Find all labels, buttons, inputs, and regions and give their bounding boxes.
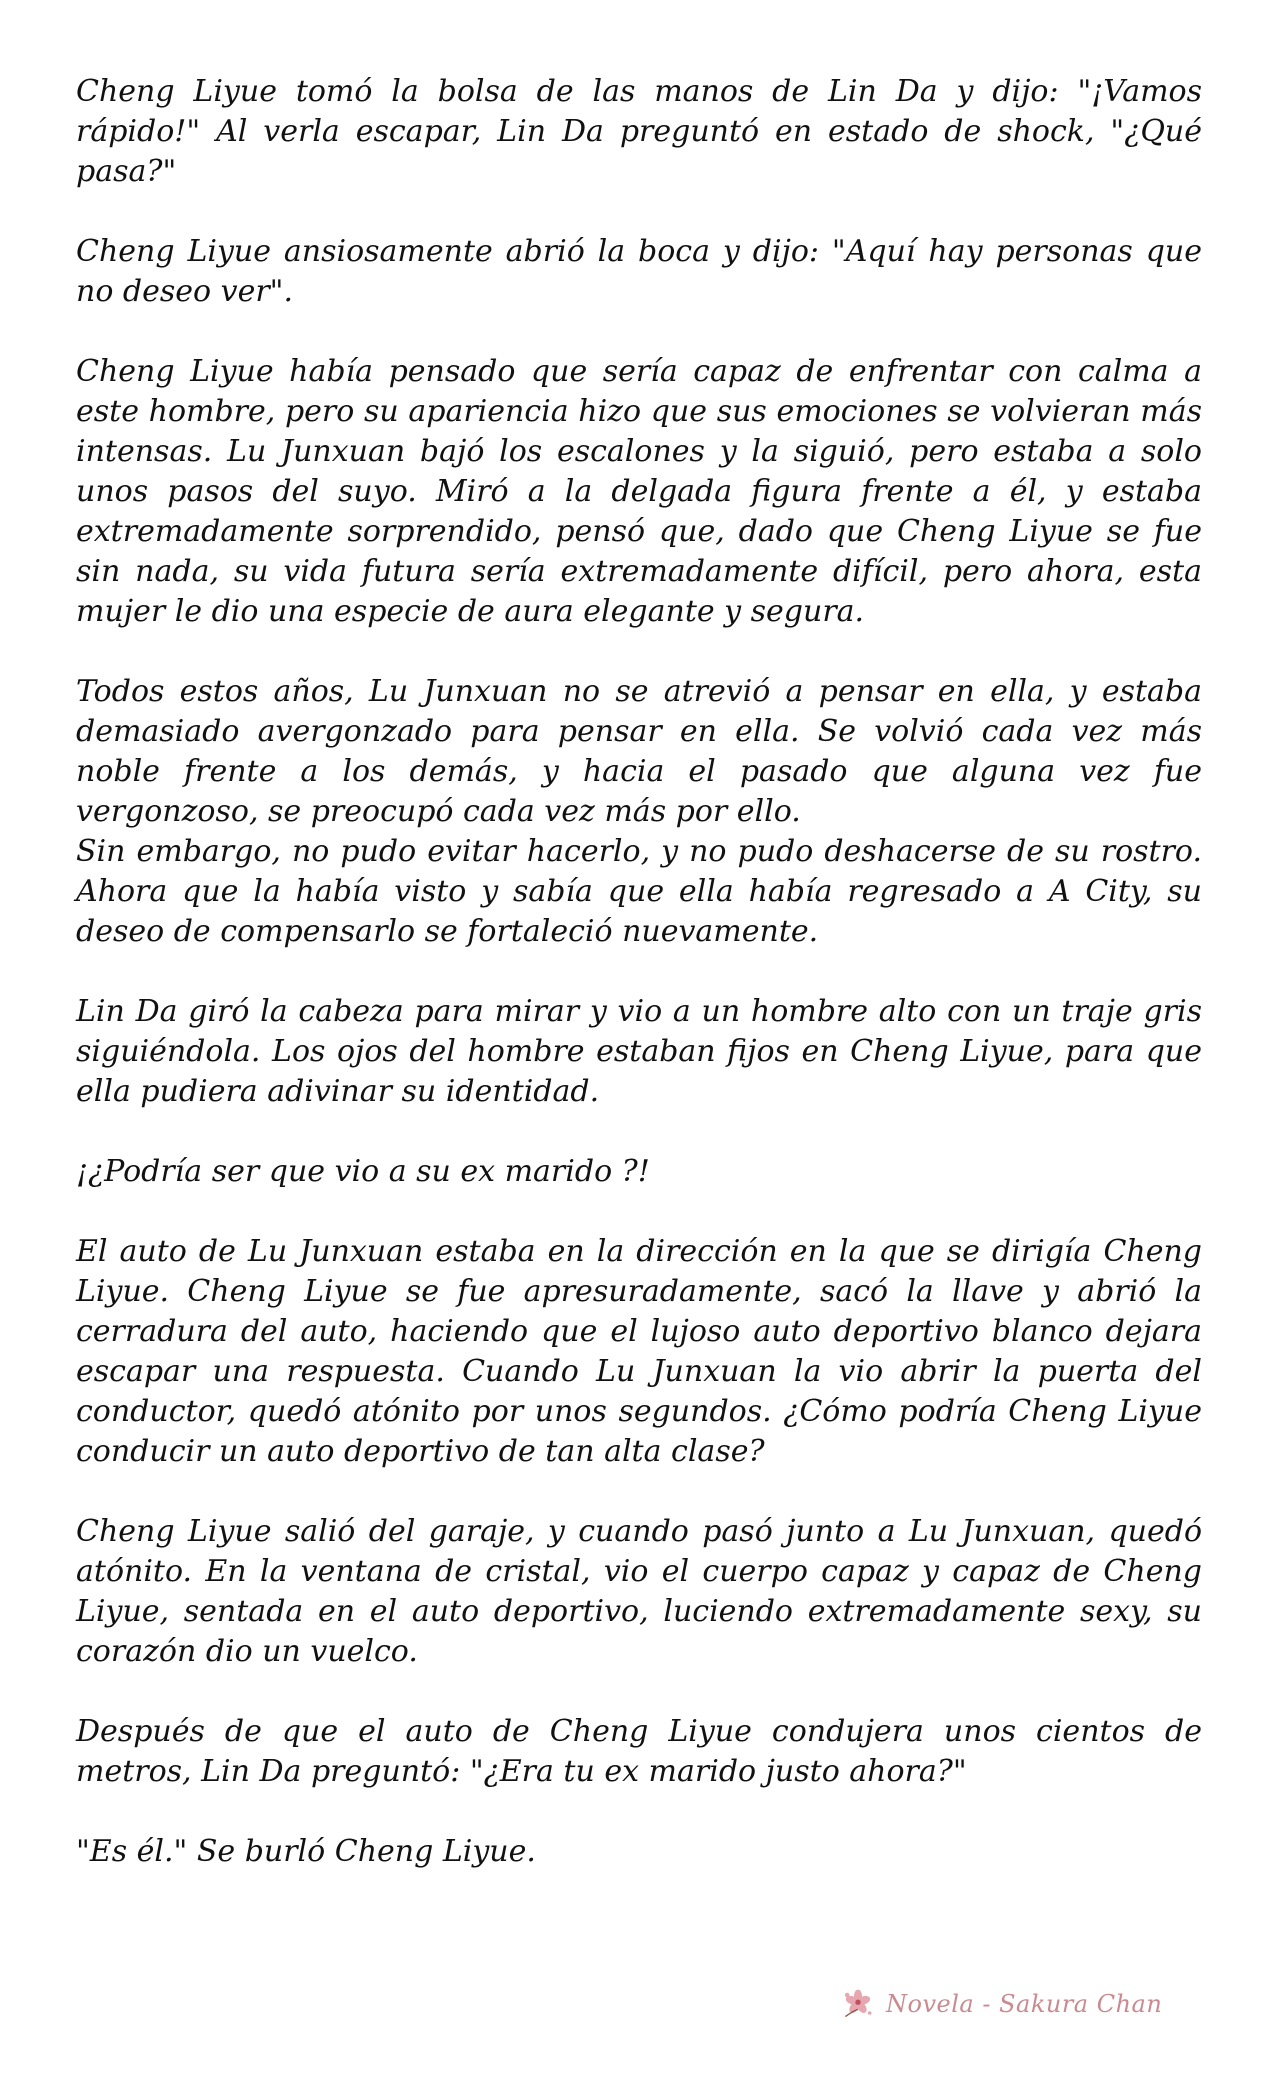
paragraph: Después de que el auto de Cheng Liyue condujera unos cientos de metros, Lin Da preguntó: "¿Era tu ex marido justo ahora?": [76, 1714, 1202, 1789]
paragraph: Cheng Liyue había pensado que sería capaz de enfrentar con calma a este hombre, pero su apariencia hizo que sus emociones se volvieran más intensas. Lu Junxuan bajó los escalones y la siguió, pero estaba a solo unos pasos del suyo. Miró a la delgada figura frente a él, y estaba extremadamente sorprendido, pensó que, dado que Cheng Liyue se fue sin nada, su vida futura sería extremadamente difícil, pero ahora, esta mujer le dio una especie de aura elegante y segura.: [76, 354, 1202, 629]
paragraph: Lin Da giró la cabeza para mirar y vio a un hombre alto con un traje gris siguiéndola. Los ojos del hombre estaban fijos en Cheng Liyue, para que ella pudiera adivinar su identidad.: [76, 994, 1202, 1109]
paragraph: El auto de Lu Junxuan estaba en la dirección en la que se dirigía Cheng Liyue. Cheng Liyue se fue apresuradamente, sacó la llave y abrió la cerradura del auto, haciendo que el lujoso auto deportivo blanco dejara escapar una respuesta. Cuando Lu Junxuan la vio abrir la puerta del conductor, quedó atónito por unos segundos. ¿Cómo podría Cheng Liyue conducir un auto deportivo de tan alta clase?: [76, 1234, 1202, 1469]
document-body: [76, 72, 1202, 1912]
paragraph: Sin embargo, no pudo evitar hacerlo, y no pudo deshacerse de su rostro. Ahora que la había visto y sabía que ella había regresado a A City, su deseo de compensarlo se fortaleció nuevamente.: [76, 834, 1202, 949]
paragraph: Cheng Liyue salió del garaje, y cuando pasó junto a Lu Junxuan, quedó atónito. En la ventana de cristal, vio el cuerpo capaz y capaz de Cheng Liyue, sentada en el auto deportivo, luciendo extremadamente sexy, su corazón dio un vuelco.: [76, 1514, 1202, 1669]
watermark-text: Novela - Sakura Chan: [886, 1990, 1163, 2018]
sakura-flower-icon: [840, 1986, 876, 2022]
paragraph: Cheng Liyue tomó la bolsa de las manos de Lin Da y dijo: "¡Vamos rápido!" Al verla escapar, Lin Da preguntó en estado de shock, "¿Qué pasa?": [76, 74, 1202, 189]
paragraph: Todos estos años, Lu Junxuan no se atrevió a pensar en ella, y estaba demasiado avergonzado para pensar en ella. Se volvió cada vez más noble frente a los demás, y hacia el pasado que alguna vez fue vergonzoso, se preocupó cada vez más por ello.: [76, 674, 1202, 829]
paragraph: Cheng Liyue ansiosamente abrió la boca y dijo: "Aquí hay personas que no deseo ver".: [76, 234, 1202, 309]
watermark: [840, 1984, 1162, 2024]
paragraph: ¡¿Podría ser que vio a su ex marido ?!: [76, 1154, 650, 1189]
paragraph: "Es él." Se burló Cheng Liyue.: [76, 1834, 536, 1869]
